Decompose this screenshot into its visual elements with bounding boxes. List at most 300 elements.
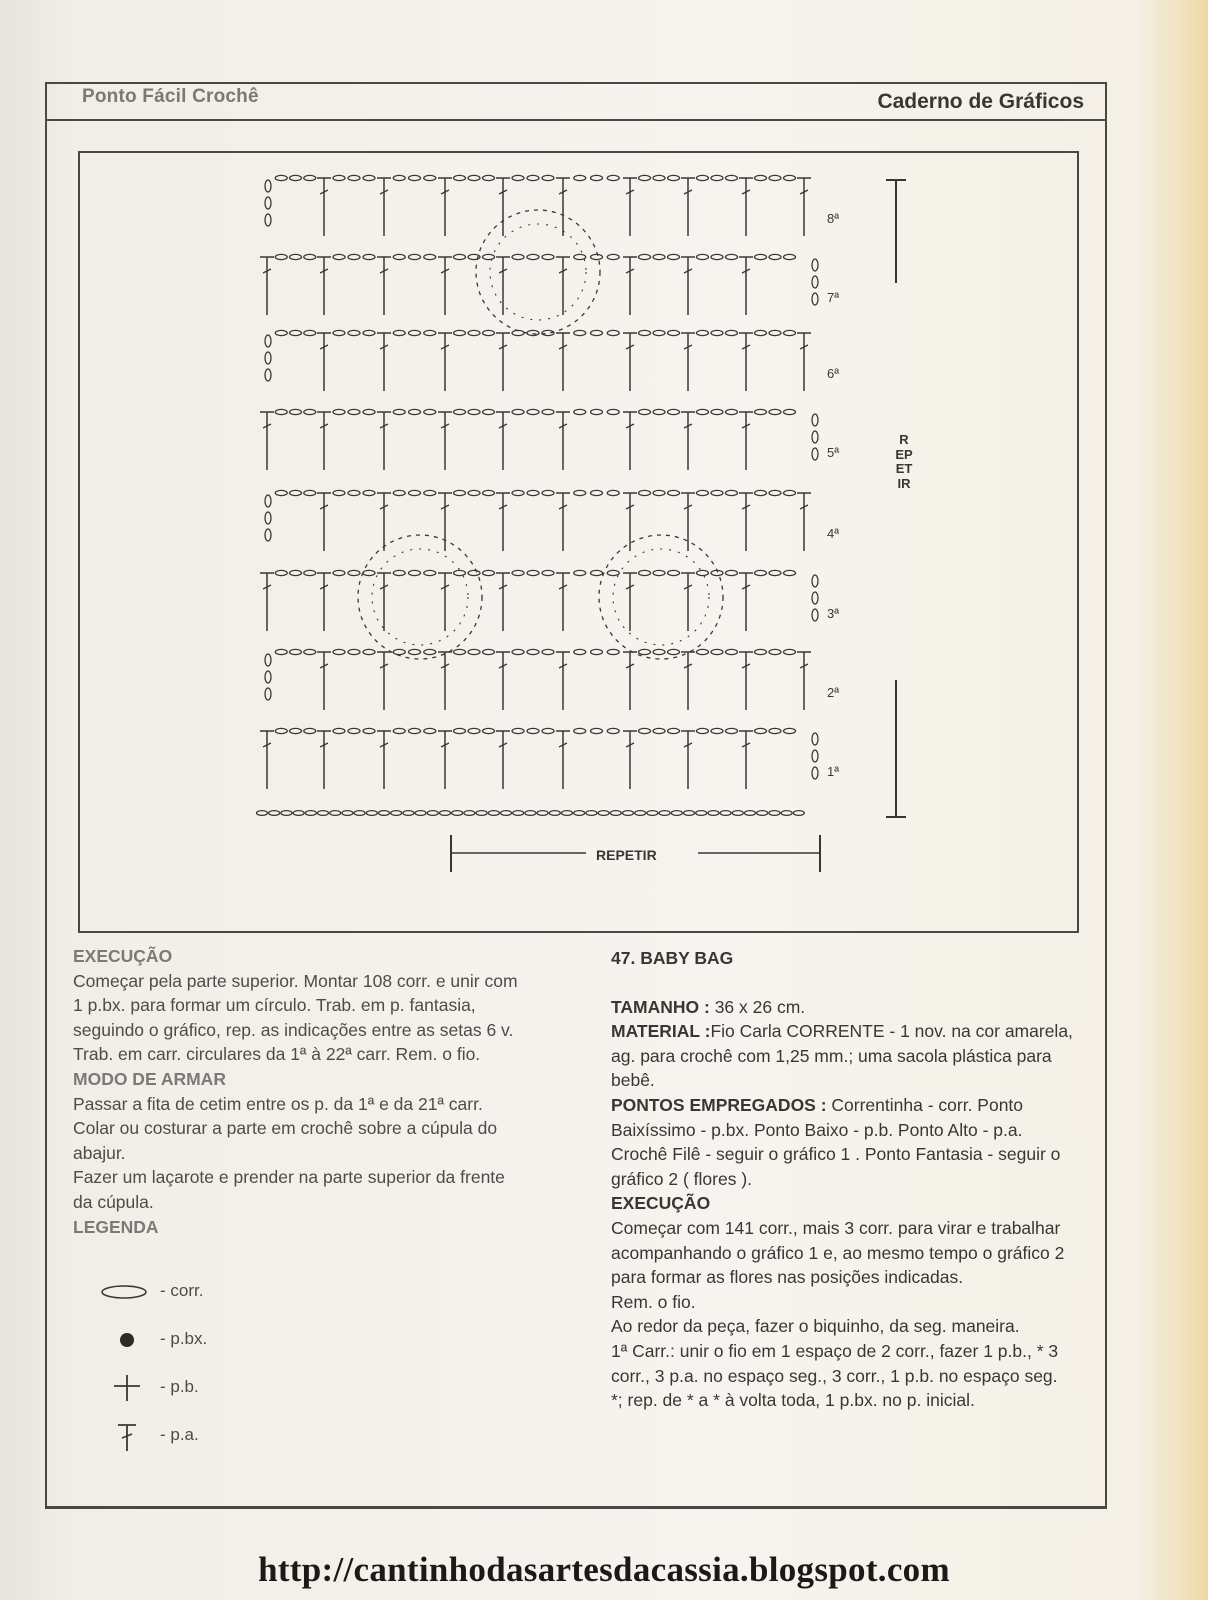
chain-stitch — [726, 254, 738, 259]
chain-stitch — [591, 649, 603, 654]
turning-chain — [812, 293, 818, 305]
row-label: 7ª — [827, 290, 840, 305]
chain-stitch — [711, 330, 723, 335]
chain-stitch — [732, 811, 743, 816]
chain-stitch — [784, 649, 796, 654]
chain-stitch — [527, 330, 539, 335]
chain-stitch — [653, 728, 665, 733]
chain-stitch — [476, 811, 487, 816]
chain-stitch — [333, 175, 345, 180]
turning-chain — [265, 197, 271, 209]
chain-stitch — [468, 728, 480, 733]
chain-stitch — [483, 649, 495, 654]
chain-stitch — [668, 490, 680, 495]
turning-chain — [812, 259, 818, 271]
legend-label-pbx: - p.bx. — [160, 1329, 208, 1348]
execucao-right-p2: Rem. o fio. — [611, 1291, 696, 1312]
chain-stitch — [653, 570, 665, 575]
turning-chain — [265, 352, 271, 364]
magazine-title: Ponto Fácil Crochê — [82, 86, 259, 107]
chain-stitch — [697, 254, 709, 259]
legend-label-pb: - p.b. — [160, 1377, 199, 1396]
chain-stitch — [290, 175, 302, 180]
chain-stitch — [363, 490, 375, 495]
flower-motif — [613, 549, 709, 645]
chain-stitch — [409, 570, 421, 575]
chain-stitch — [393, 330, 405, 335]
chain-stitch — [468, 330, 480, 335]
chain-stitch — [586, 811, 597, 816]
chain-oval-icon — [100, 1277, 152, 1307]
chain-stitch — [424, 254, 436, 259]
chain-stitch — [452, 811, 463, 816]
chain-stitch — [483, 490, 495, 495]
chain-stitch — [784, 254, 796, 259]
chain-stitch — [454, 409, 466, 414]
flower-motif — [372, 549, 468, 645]
chain-stitch — [424, 649, 436, 654]
chain-stitch — [290, 570, 302, 575]
chain-stitch — [454, 649, 466, 654]
chain-stitch — [348, 330, 360, 335]
chain-stitch — [537, 811, 548, 816]
chain-stitch — [440, 811, 451, 816]
chain-stitch — [348, 175, 360, 180]
chain-stitch — [769, 490, 781, 495]
chain-stitch — [574, 409, 586, 414]
chain-stitch — [348, 409, 360, 414]
chain-stitch — [607, 649, 619, 654]
chain-stitch — [755, 649, 767, 654]
chain-stitch — [333, 570, 345, 575]
chain-stitch — [542, 490, 554, 495]
chain-stitch — [755, 728, 767, 733]
chain-stitch — [512, 409, 524, 414]
chain-stitch — [512, 570, 524, 575]
chain-stitch — [468, 175, 480, 180]
chain-stitch — [333, 409, 345, 414]
chain-stitch — [379, 811, 390, 816]
chain-stitch — [726, 728, 738, 733]
chain-stitch — [454, 254, 466, 259]
chain-stitch — [483, 254, 495, 259]
chain-stitch — [363, 728, 375, 733]
chain-stitch — [639, 649, 651, 654]
chain-stitch — [290, 649, 302, 654]
turning-chain — [812, 276, 818, 288]
chain-stitch — [304, 330, 316, 335]
chain-stitch — [513, 811, 524, 816]
chain-stitch — [333, 728, 345, 733]
chain-stitch — [755, 330, 767, 335]
chain-stitch — [409, 330, 421, 335]
row-label: 4ª — [827, 526, 840, 541]
flower-motif — [476, 210, 600, 334]
chain-stitch — [290, 409, 302, 414]
chain-stitch — [468, 409, 480, 414]
chain-stitch — [290, 254, 302, 259]
section-title: Caderno de Gráficos — [877, 90, 1084, 113]
chain-stitch — [653, 409, 665, 414]
chain-stitch — [393, 728, 405, 733]
chain-stitch — [574, 728, 586, 733]
turning-chain — [265, 512, 271, 524]
turning-chain — [265, 495, 271, 507]
chain-stitch — [318, 811, 329, 816]
flower-motif — [490, 224, 586, 320]
chain-stitch — [769, 175, 781, 180]
chain-stitch — [755, 254, 767, 259]
execucao-paragraph-2: Trab. em carr. circulares da 1ª à 22ª carr. Rem. o fio. — [73, 1044, 481, 1065]
chain-stitch — [591, 728, 603, 733]
chain-stitch — [711, 409, 723, 414]
turning-chain — [265, 180, 271, 192]
chain-stitch — [671, 811, 682, 816]
chain-stitch — [275, 728, 287, 733]
chain-stitch — [745, 811, 756, 816]
chain-stitch — [653, 330, 665, 335]
chain-stitch — [574, 570, 586, 575]
chain-stitch — [409, 728, 421, 733]
chain-stitch — [483, 728, 495, 733]
chain-stitch — [784, 728, 796, 733]
chain-stitch — [424, 490, 436, 495]
chain-stitch — [424, 409, 436, 414]
material-line — [611, 1019, 1073, 1093]
chain-stitch — [769, 649, 781, 654]
chain-stitch — [769, 811, 780, 816]
chain-stitch — [784, 490, 796, 495]
chain-stitch — [464, 811, 475, 816]
turning-chain — [812, 575, 818, 587]
left-column — [73, 944, 529, 1239]
chain-stitch — [512, 490, 524, 495]
chain-stitch — [598, 811, 609, 816]
chain-stitch — [784, 570, 796, 575]
pontos-value: Correntinha - corr. Ponto Baixíssimo - p.bx. Ponto Baixo - p.b. Ponto Alto - p.a. Crochê Filê - seguir o gráfico 1 . Ponto Fantasia - seguir o gráfico 2 ( flores ). — [611, 1094, 1061, 1189]
chain-stitch — [574, 254, 586, 259]
chain-stitch — [304, 175, 316, 180]
chain-stitch — [269, 811, 280, 816]
chain-stitch — [697, 728, 709, 733]
chain-stitch — [483, 175, 495, 180]
chain-stitch — [769, 409, 781, 414]
chain-stitch — [257, 811, 268, 816]
legend-row-pa — [100, 1421, 320, 1451]
chain-stitch — [424, 330, 436, 335]
chain-stitch — [639, 409, 651, 414]
chain-stitch — [755, 570, 767, 575]
chain-stitch — [639, 570, 651, 575]
chain-stitch — [591, 330, 603, 335]
chain-stitch — [793, 811, 804, 816]
project-title: 47. BABY BAG — [611, 948, 734, 968]
chain-stitch — [711, 254, 723, 259]
chain-stitch — [757, 811, 768, 816]
chain-stitch — [726, 570, 738, 575]
filled-dot-icon — [100, 1325, 152, 1355]
chain-stitch — [363, 330, 375, 335]
execucao-right-p4: 1ª Carr.: unir o fio em 1 espaço de 2 corr., fazer 1 p.b., * 3 corr., 3 p.a. no espaço seg., 3 corr., 1 p.b. no espaço seg. *; rep. de * a * à volta toda, 1 p.bx. no p. inicial. — [611, 1340, 1059, 1411]
chain-stitch — [393, 409, 405, 414]
chain-stitch — [403, 811, 414, 816]
execucao-heading: EXECUÇÃO — [73, 946, 173, 966]
turning-chain — [265, 214, 271, 226]
chain-stitch — [409, 649, 421, 654]
chain-stitch — [409, 409, 421, 414]
chain-stitch — [427, 811, 438, 816]
chain-stitch — [275, 409, 287, 414]
chain-stitch — [668, 570, 680, 575]
chain-stitch — [512, 728, 524, 733]
chain-stitch — [668, 175, 680, 180]
chain-stitch — [574, 490, 586, 495]
chain-stitch — [454, 175, 466, 180]
chain-stitch — [393, 649, 405, 654]
chain-stitch — [363, 649, 375, 654]
chain-stitch — [275, 330, 287, 335]
execucao-heading-right: EXECUÇÃO — [611, 1193, 711, 1214]
chain-stitch — [607, 570, 619, 575]
right-column — [611, 946, 1073, 1413]
row-label: 1ª — [827, 764, 840, 779]
modo-de-armar-heading: MODO DE ARMAR — [73, 1068, 226, 1089]
chain-stitch — [639, 330, 651, 335]
chain-stitch — [726, 175, 738, 180]
chain-stitch — [501, 811, 512, 816]
chain-stitch — [393, 490, 405, 495]
chain-stitch — [755, 409, 767, 414]
execucao-paragraph-1: Começar pela parte superior. Montar 108 corr. e unir com 1 p.bx. para formar um círculo. Trab. em p. fantasia, seguindo o gráfico, rep. as indicações entre as setas 6 v. — [73, 970, 518, 1040]
chain-stitch — [542, 254, 554, 259]
chain-stitch — [409, 175, 421, 180]
chain-stitch — [468, 490, 480, 495]
chain-stitch — [591, 254, 603, 259]
turning-chain — [812, 767, 818, 779]
chain-stitch — [304, 490, 316, 495]
repeat-horizontal-label: REPETIR — [596, 847, 657, 863]
chain-stitch — [755, 490, 767, 495]
chain-stitch — [527, 490, 539, 495]
chain-stitch — [527, 649, 539, 654]
chain-stitch — [711, 649, 723, 654]
chain-stitch — [424, 728, 436, 733]
chain-stitch — [784, 330, 796, 335]
chain-stitch — [711, 728, 723, 733]
chain-stitch — [483, 330, 495, 335]
chain-stitch — [454, 490, 466, 495]
chain-stitch — [512, 254, 524, 259]
execucao-right-p1: Começar com 141 corr., mais 3 corr. para virar e trabalhar acompanhando o gráfico 1 e, ao mesmo tempo o gráfico 2 para formar as flores nas posições indicadas. — [611, 1217, 1065, 1288]
chain-stitch — [542, 409, 554, 414]
chain-stitch — [769, 330, 781, 335]
chain-stitch — [784, 409, 796, 414]
turning-chain — [812, 733, 818, 745]
chain-stitch — [591, 409, 603, 414]
legend-row-corr — [100, 1277, 320, 1307]
chain-stitch — [275, 649, 287, 654]
row-label: 5ª — [827, 445, 840, 460]
turning-chain — [812, 592, 818, 604]
chain-stitch — [784, 175, 796, 180]
chain-stitch — [607, 254, 619, 259]
chain-stitch — [653, 254, 665, 259]
chain-stitch — [275, 570, 287, 575]
chain-stitch — [653, 649, 665, 654]
chain-stitch — [527, 409, 539, 414]
chain-stitch — [275, 175, 287, 180]
chain-stitch — [668, 409, 680, 414]
chain-stitch — [697, 570, 709, 575]
turning-chain — [265, 529, 271, 541]
chain-stitch — [454, 570, 466, 575]
turning-chain — [812, 750, 818, 762]
chain-stitch — [488, 811, 499, 816]
chain-stitch — [769, 570, 781, 575]
chain-stitch — [542, 175, 554, 180]
turning-chain — [265, 671, 271, 683]
chain-stitch — [697, 330, 709, 335]
chain-stitch — [562, 811, 573, 816]
chain-stitch — [591, 175, 603, 180]
tamanho-label: TAMANHO : — [611, 996, 710, 1017]
chain-stitch — [290, 728, 302, 733]
chain-stitch — [333, 490, 345, 495]
chain-stitch — [304, 649, 316, 654]
chain-stitch — [668, 330, 680, 335]
chain-stitch — [574, 175, 586, 180]
chain-stitch — [635, 811, 646, 816]
chain-stitch — [366, 811, 377, 816]
chain-stitch — [342, 811, 353, 816]
execucao-right-p3: Ao redor da peça, fazer o biquinho, da seg. maneira. — [611, 1316, 1020, 1337]
legend-label-pa: - p.a. — [160, 1425, 199, 1444]
chain-stitch — [711, 175, 723, 180]
chain-stitch — [348, 570, 360, 575]
chain-stitch — [512, 175, 524, 180]
chain-stitch — [697, 409, 709, 414]
chain-stitch — [647, 811, 658, 816]
chain-stitch — [348, 490, 360, 495]
chain-stitch — [668, 254, 680, 259]
chain-stitch — [330, 811, 341, 816]
repeat-vertical-label: REPETIR — [895, 432, 913, 491]
row-label: 6ª — [827, 366, 840, 381]
chain-stitch — [454, 330, 466, 335]
chain-stitch — [607, 490, 619, 495]
chain-stitch — [720, 811, 731, 816]
tamanho-line — [611, 995, 1073, 1020]
chain-stitch — [574, 649, 586, 654]
legend-row-pbx — [100, 1325, 320, 1355]
chain-stitch — [468, 570, 480, 575]
chain-stitch — [415, 811, 426, 816]
chain-stitch — [607, 175, 619, 180]
chain-stitch — [574, 330, 586, 335]
chain-stitch — [483, 409, 495, 414]
chain-stitch — [639, 728, 651, 733]
material-value: Fio Carla CORRENTE - 1 nov. na cor amarela, ag. para crochê com 1,25 mm.; uma sacola plástica para bebê. — [611, 1021, 1073, 1091]
flower-motif — [599, 535, 723, 659]
chain-stitch — [409, 490, 421, 495]
chain-stitch — [348, 728, 360, 733]
chain-stitch — [527, 728, 539, 733]
chain-stitch — [454, 728, 466, 733]
chain-stitch — [549, 811, 560, 816]
chain-stitch — [781, 811, 792, 816]
chain-stitch — [639, 175, 651, 180]
modo-paragraph-1: Passar a fita de cetim entre os p. da 1ª e da 21ª carr. Colar ou costurar a parte em crochê sobre a cúpula do abajur. — [73, 1093, 498, 1163]
chain-stitch — [393, 570, 405, 575]
chain-stitch — [409, 254, 421, 259]
chain-stitch — [304, 254, 316, 259]
material-label: MATERIAL : — [611, 1021, 711, 1042]
chain-stitch — [726, 409, 738, 414]
chain-stitch — [290, 490, 302, 495]
chain-stitch — [304, 409, 316, 414]
chain-stitch — [281, 811, 292, 816]
chain-stitch — [653, 175, 665, 180]
chain-stitch — [610, 811, 621, 816]
legend-row-pb — [100, 1373, 320, 1403]
chain-stitch — [726, 330, 738, 335]
chain-stitch — [591, 570, 603, 575]
chain-stitch — [769, 728, 781, 733]
chain-stitch — [333, 254, 345, 259]
pontos-line — [611, 1093, 1073, 1191]
chain-stitch — [525, 811, 536, 816]
chain-stitch — [542, 649, 554, 654]
chain-stitch — [333, 649, 345, 654]
turning-chain — [265, 688, 271, 700]
modo-paragraph-2: Fazer um laçarote e prender na parte superior da frente da cúpula. — [73, 1167, 505, 1212]
chain-stitch — [527, 570, 539, 575]
chain-stitch — [542, 570, 554, 575]
chain-stitch — [275, 490, 287, 495]
flower-motif — [358, 535, 482, 659]
turning-chain — [265, 369, 271, 381]
chain-stitch — [708, 811, 719, 816]
legend-label-corr: - corr. — [160, 1281, 204, 1300]
chain-stitch — [623, 811, 634, 816]
chain-stitch — [697, 175, 709, 180]
pontos-label: PONTOS EMPREGADOS : — [611, 1094, 827, 1115]
row-label: 2ª — [827, 685, 840, 700]
chain-stitch — [668, 649, 680, 654]
turning-chain — [812, 448, 818, 460]
chain-stitch — [653, 490, 665, 495]
chain-stitch — [697, 649, 709, 654]
chain-stitch — [333, 330, 345, 335]
turning-chain — [812, 431, 818, 443]
chain-stitch — [393, 254, 405, 259]
chain-stitch — [393, 175, 405, 180]
chain-stitch — [607, 409, 619, 414]
turning-chain — [265, 654, 271, 666]
row-label: 3ª — [827, 606, 840, 621]
chain-stitch — [348, 254, 360, 259]
chain-stitch — [542, 728, 554, 733]
chain-stitch — [293, 811, 304, 816]
chain-stitch — [527, 254, 539, 259]
chain-stitch — [659, 811, 670, 816]
tamanho-value: 36 x 26 cm. — [709, 996, 806, 1017]
chain-stitch — [304, 728, 316, 733]
chain-stitch — [354, 811, 365, 816]
chain-stitch — [512, 649, 524, 654]
chain-stitch — [696, 811, 707, 816]
chain-stitch — [275, 254, 287, 259]
